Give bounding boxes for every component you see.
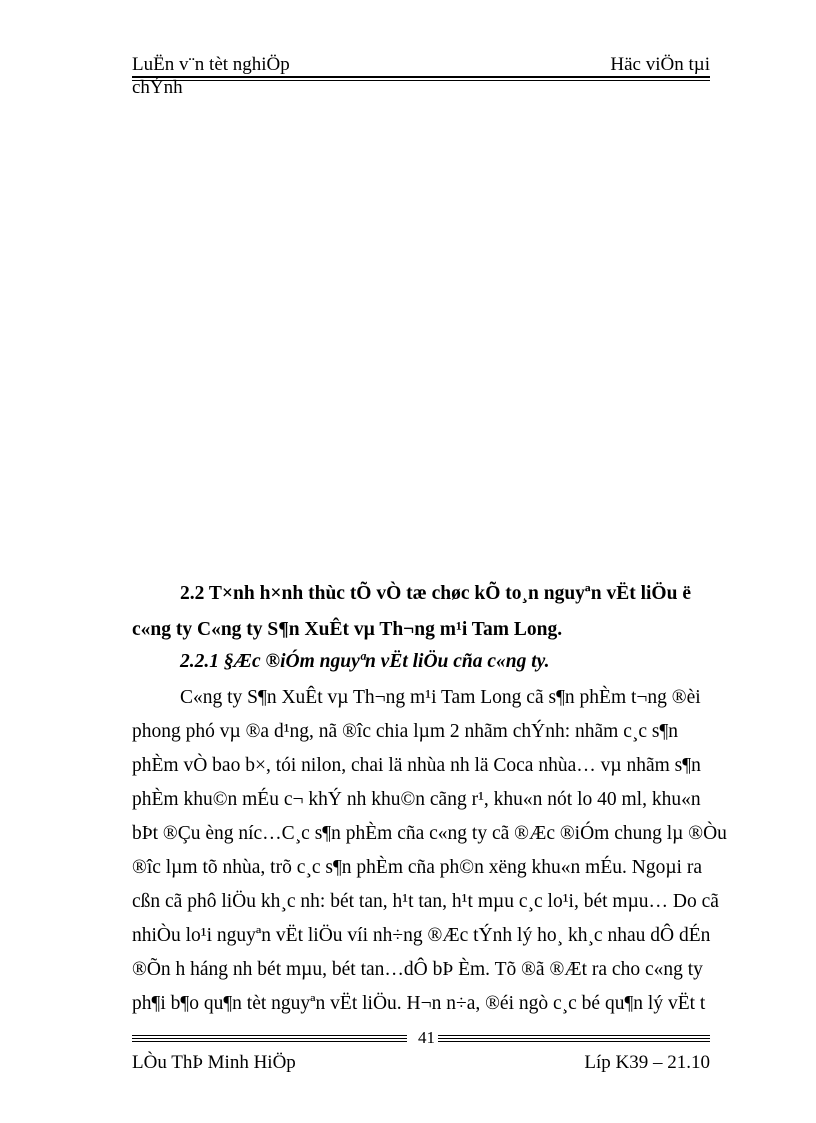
footer-right: Líp K39 – 21.10 <box>584 1052 710 1073</box>
body-line: nhiÒu lo¹i nguyªn vËt liÖu víi nh÷ng ®Æc tÝnh lý ho¸ kh¸c nhau dÔ dÉn <box>132 925 711 946</box>
section-heading-line1: 2.2 T×nh h×nh thùc tÕ vÒ tæ chøc kÕ to¸n nguyªn vËt liÖu ë <box>180 583 691 604</box>
body-line: ®îc lµm tõ nhùa, trõ c¸c s¶n phÈm cña ph©n xëng khu«n mÉu. Ngoµi ra <box>132 857 702 878</box>
header-left-continued: chÝnh <box>132 77 183 98</box>
footer-rule-right-2 <box>438 1038 710 1039</box>
header-rule-bottom <box>132 80 710 81</box>
footer-rule-left-2 <box>132 1038 407 1039</box>
footer-rule-left-1 <box>132 1035 407 1036</box>
body-line: phÈm khu©n mÉu c¬ khÝ nh khu©n cãng r¹, khu«n nót lo 40 ml, khu«n <box>132 789 701 810</box>
body-line: ph¶i b¶o qu¶n tèt nguyªn vËt liÖu. H¬n n÷a, ®éi ngò c¸c bé qu¶n lý vËt t <box>132 993 706 1014</box>
body-line: cßn cã phô liÖu kh¸c nh: bét tan, h¹t tan, h¹t mµu c¸c lo¹i, bét mµu… Do cã <box>132 891 719 912</box>
footer-left: LÒu ThÞ Minh HiÖp <box>132 1052 296 1073</box>
body-line: bÞt ®Çu èng níc…C¸c s¶n phÈm cña c«ng ty cã ®Æc ®iÓm chung lµ ®Òu <box>132 823 727 844</box>
body-line: phÈm vÒ bao b×, tói nilon, chai lä nhùa nh lä Coca nhùa… vµ nhãm s¶n <box>132 755 701 776</box>
section-heading-line2: c«ng ty C«ng ty S¶n XuÊt vµ Th¬ng m¹i Tam Long. <box>132 619 563 640</box>
header-rule-top <box>132 76 710 78</box>
header-right: Häc viÖn tµi <box>610 54 710 75</box>
body-line: C«ng ty S¶n XuÊt vµ Th¬ng m¹i Tam Long cã s¶n phÈm t¬ng ®èi <box>180 687 701 708</box>
header-left: LuËn v¨n tèt nghiÖp <box>132 54 290 75</box>
subsection-heading: 2.2.1 §Æc ®iÓm nguyªn vËt liÖu cña c«ng ty. <box>180 651 550 672</box>
page-number: 41 <box>418 1028 435 1047</box>
footer-rule-right-1 <box>438 1035 710 1036</box>
body-line: phong phó vµ ®a d¹ng, nã ®îc chia lµm 2 nhãm chÝnh: nhãm c¸c s¶n <box>132 721 679 742</box>
footer-rule-right-3 <box>438 1041 710 1042</box>
footer-rule-left-3 <box>132 1041 407 1042</box>
body-line: ®Õn h háng nh bét mµu, bét tan…dÔ bÞ Èm. Tõ ®ã ®Æt ra cho c«ng ty <box>132 959 703 980</box>
